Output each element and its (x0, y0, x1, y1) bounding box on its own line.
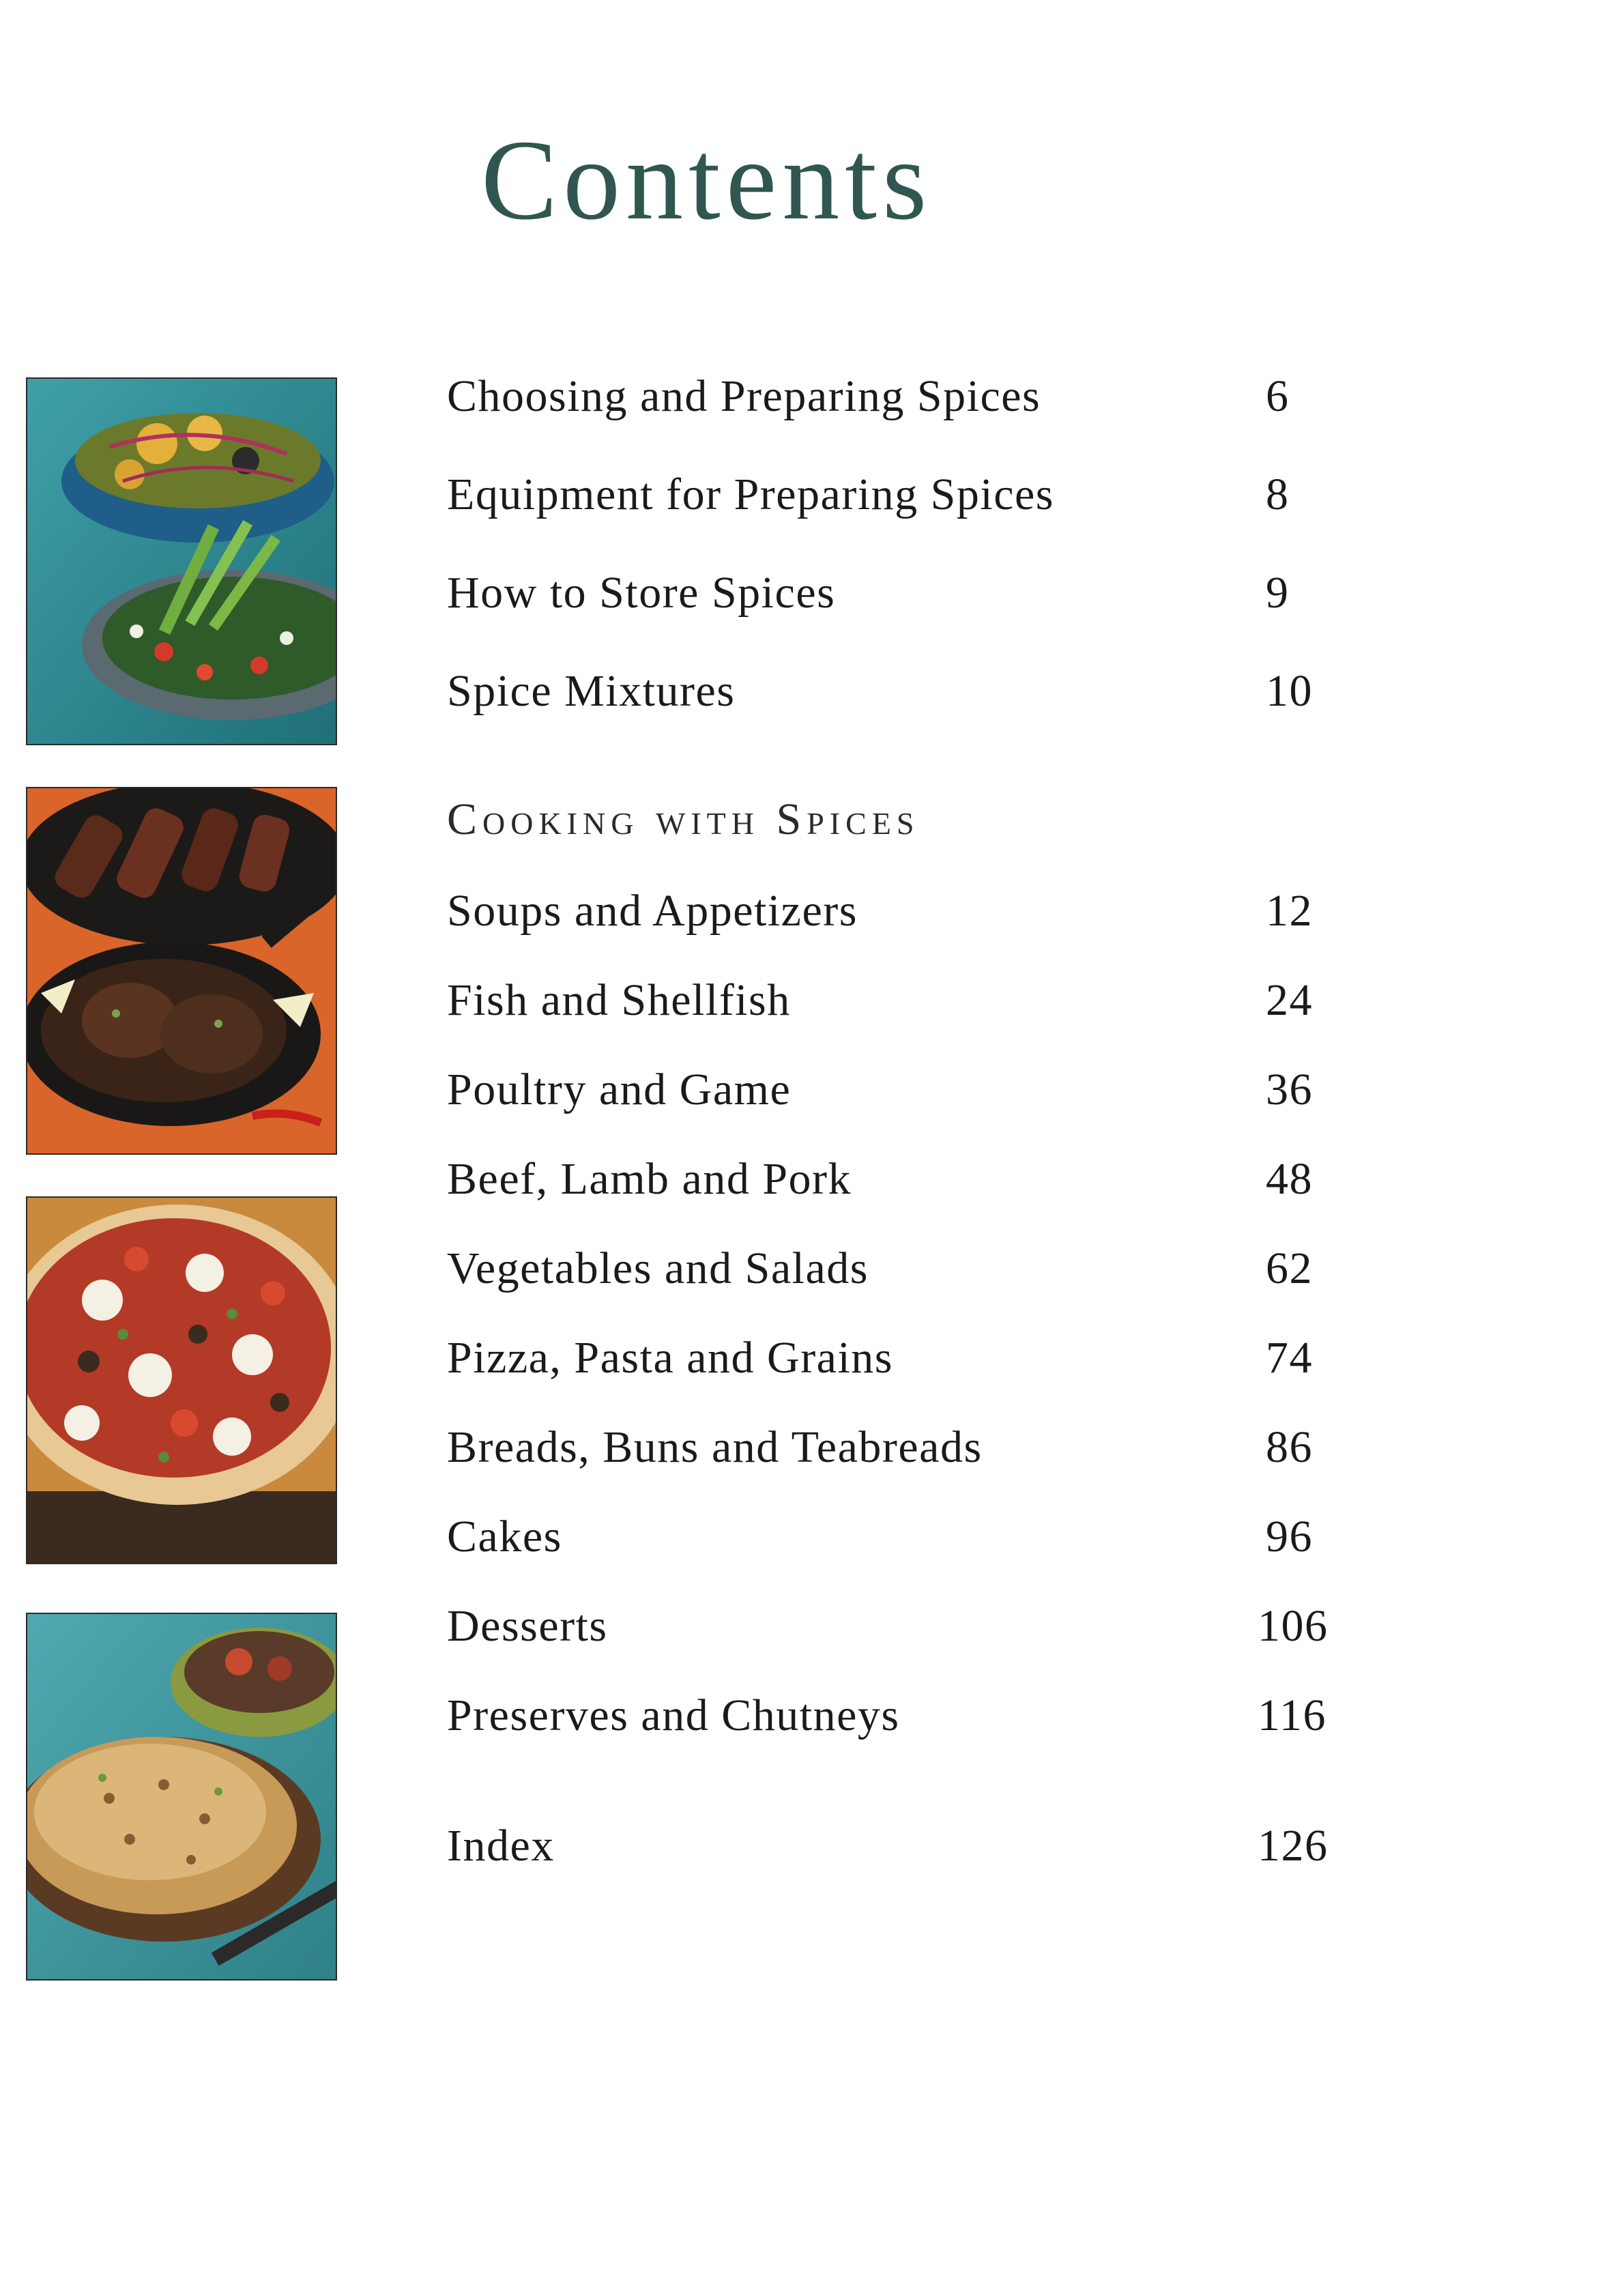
page-title: Contents (481, 117, 933, 244)
toc-entry-label: Equipment for Preparing Spices (447, 470, 1054, 519)
toc-entry-label: Cakes (447, 1512, 562, 1561)
toc-entry-label: Desserts (447, 1601, 608, 1651)
toc-entry-label: Soups and Appetizers (447, 886, 858, 936)
toc-entry-label: Preserves and Chutneys (447, 1690, 900, 1740)
toc-entry-page: 106 (1258, 1601, 1329, 1651)
toc-entry-label: Choosing and Preparing Spices (447, 371, 1041, 421)
pizza-photo (27, 1198, 336, 1563)
toc-entry-label: Fish and Shellfish (447, 975, 791, 1025)
toc-entry-page: 36 (1266, 1065, 1313, 1114)
toc-entry-page: 48 (1266, 1154, 1313, 1204)
toc-entry-page: 24 (1266, 975, 1313, 1025)
toc-entry-label: Beef, Lamb and Pork (447, 1154, 852, 1204)
toc-entry-page: 6 (1266, 371, 1290, 421)
toc-entry-label: Spice Mixtures (447, 666, 736, 716)
toc-entry-page: 12 (1266, 886, 1313, 936)
toc-entry-label: Pizza, Pasta and Grains (447, 1333, 893, 1383)
toc-entry-page: 9 (1266, 568, 1290, 618)
toc-entry-page: 126 (1258, 1821, 1329, 1871)
toc-entry-page: 86 (1266, 1422, 1313, 1472)
toc-entry-page: 62 (1266, 1243, 1313, 1293)
toc-entry-page: 8 (1266, 470, 1290, 519)
toc-entry-label: Index (447, 1821, 555, 1871)
flatbread-photo (27, 1614, 336, 1979)
toc-entry-label: Vegetables and Salads (447, 1243, 869, 1293)
toc-entry-page: 74 (1266, 1333, 1313, 1383)
grilled-meat-pan-photo (27, 788, 336, 1153)
toc-entry-page: 10 (1266, 666, 1313, 716)
toc-entry-page: 96 (1266, 1512, 1313, 1561)
salad-bowls-photo (27, 379, 336, 744)
toc-entry-label: How to Store Spices (447, 568, 836, 618)
toc-entry-page: 116 (1258, 1690, 1327, 1740)
toc-entry-label: Breads, Buns and Teabreads (447, 1422, 983, 1472)
toc-entry-label: Poultry and Game (447, 1065, 792, 1114)
section-heading: Cooking with Spices (447, 794, 920, 844)
